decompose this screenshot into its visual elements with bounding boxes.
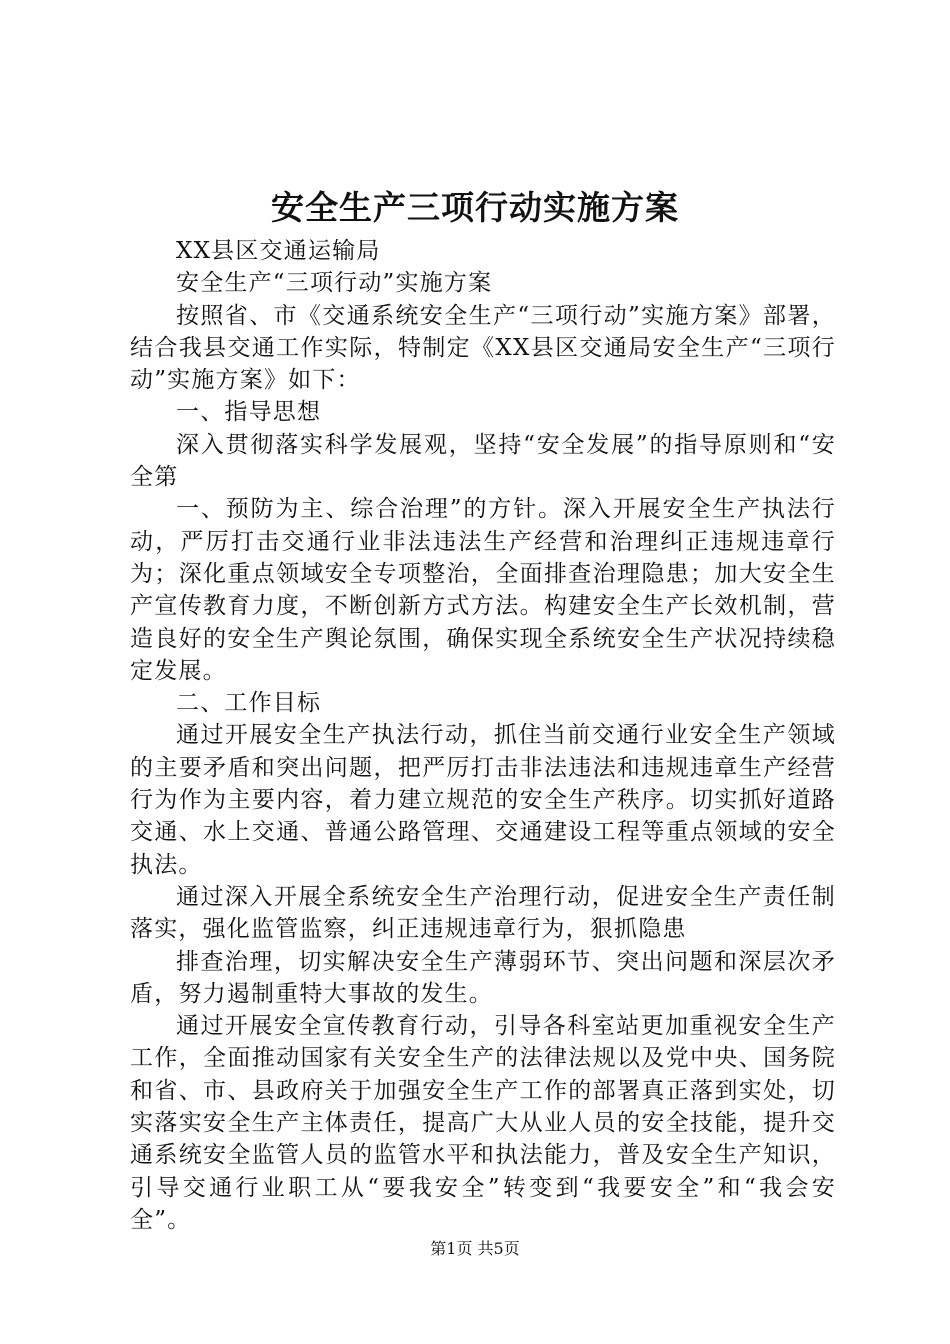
paragraph: 通过开展安全生产执法行动，抓住当前交通行业安全生产领域的主要矛盾和突出问题，把严厉打击非法违法和违规违章生产经营行为作为主要内容，着力建立规范的安全生产秩序。切实抓好道路交通、水上交通、普通公路管理、交通建设工程等重点领域的安全执法。 — [130, 722, 836, 878]
paragraph: 排查治理，切实解决安全生产薄弱环节、突出问题和深层次矛盾，努力遏制重特大事故的发生。 — [130, 948, 836, 1007]
paragraph: 通过深入开展全系统安全生产治理行动，促进安全生产责任制落实，强化监管监察，纠正违规违章行为，狠抓隐患 — [130, 883, 836, 943]
paragraph-subtitle: 安全生产“三项行动”实施方案 — [176, 270, 493, 297]
page-title: 安全生产三项行动实施方案 — [271, 188, 679, 227]
paragraph: 通过开展安全宣传教育行动，引导各科室站更加重视安全生产工作，全面推动国家有关安全生产的法律法规以及党中央、国务院和省、市、县政府关于加强安全生产工作的部署真正落到实处，切实落实安全生产主体责任，提高广大从业人员的安全技能，提升交通系统安全监管人员的监管水平和执法能力，普及安全生产知识，引导交通行业职工从“要我安全”转变到“我要安全”和“我会安全”。 — [130, 1013, 836, 1233]
page-number-footer: 第1页 共5页 — [430, 1239, 520, 1258]
document-body — [130, 235, 836, 1236]
paragraph-intro: 按照省、市《交通系统安全生产“三项行动”实施方案》部署，结合我县交通工作实际，特制定《XX县区交通局安全生产“三项行动”实施方案》如下： — [130, 302, 836, 394]
paragraph: 一、预防为主、综合治理”的方针。深入开展安全生产执法行动，严厉打击交通行业非法违法生产经营和治理纠正违规违章行为；深化重点领域安全专项整治，全面排查治理隐患；加大安全生产宣传教育力度，不断创新方式方法。构建安全生产长效机制，营造良好的安全生产舆论氛围，确保实现全系统安全生产状况持续稳定发展。 — [130, 496, 836, 684]
paragraph: 深入贯彻落实科学发展观，坚持“安全发展”的指导原则和“安全第 — [130, 431, 836, 491]
paragraph-issuer: XX县区交通运输局 — [176, 238, 381, 264]
section-heading-guiding-ideology: 一、指导思想 — [176, 399, 322, 426]
section-heading-work-goals: 二、工作目标 — [176, 690, 322, 717]
